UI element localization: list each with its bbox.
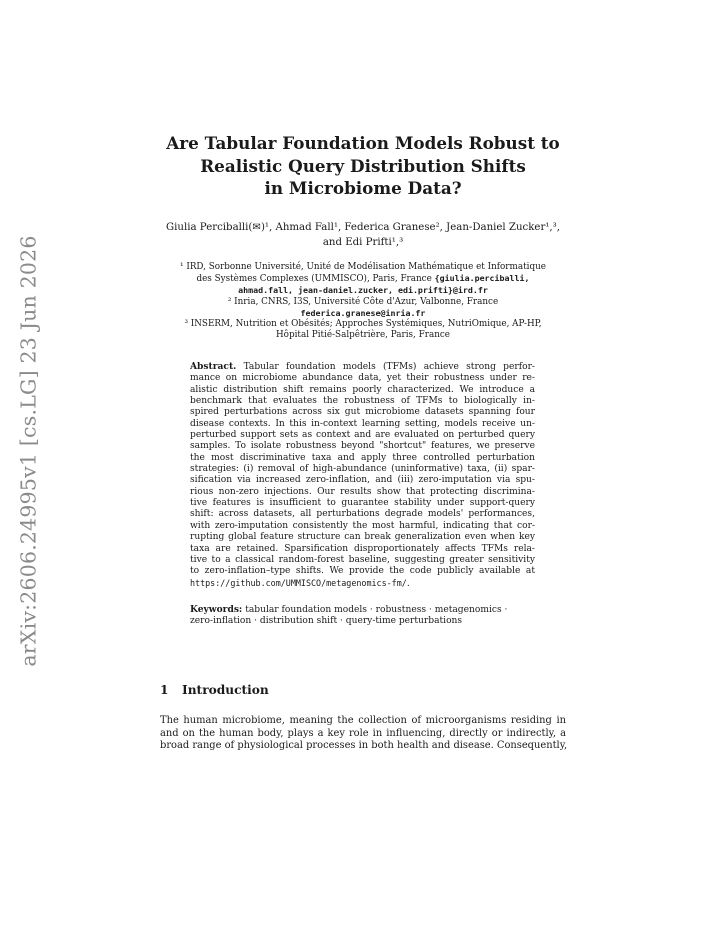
- intro-line: broad range of physiological processes in both health and disease. Consequently,: [160, 740, 568, 752]
- abstract-line: sification via increased zero-inflation, and (iii) zero-imputation via spu-: [190, 475, 535, 486]
- abstract-line: benchmark that evaluates the robustness of TFMs to biologically in-: [190, 396, 535, 407]
- abstract-line: disease contexts. In this in-context learning setting, models receive un-: [190, 418, 535, 429]
- author-email-3[interactable]: federica.granese@inria.fr: [300, 307, 426, 318]
- arxiv-id[interactable]: arXiv:2606.24995v1 [cs.LG] 23 Jun 2026: [17, 235, 42, 667]
- abstract-line: tive features is insufficient to guarantee stability under support-query: [190, 498, 535, 509]
- abstract-line: alistic distribution shift remains poorly characterized. We introduce a: [190, 384, 535, 395]
- abstract-line-last: https://github.com/UMMISCO/metagenomics-fm/.: [190, 577, 410, 589]
- abstract-line: mance on microbiome abundance data, yet their robustness under re-: [190, 373, 535, 384]
- abstract: [190, 361, 535, 590]
- abstract-line: taxa are retained. Sparsification disproportionately affects TFMs rela-: [190, 543, 535, 554]
- abstract-line: perturbed support sets as context and are evaluated on perturbed query: [190, 430, 535, 441]
- affiliation-3-line-2: Hôpital Pitié-Salpêtrière, Paris, France: [276, 330, 450, 341]
- abstract-label: Abstract.: [190, 361, 237, 372]
- intro-paragraph: [160, 715, 566, 753]
- author-email-1[interactable]: {giulia.perciballi,: [434, 273, 530, 284]
- section-title: Introduction: [182, 683, 269, 697]
- authors-line-1: Giulia Perciballi(✉)¹, Ahmad Fall¹, Federica Granese², Jean-Daniel Zucker¹,³,: [166, 222, 560, 233]
- affiliations: [160, 262, 566, 341]
- abstract-line-1: Abstract. Tabular foundation models (TFMs) achieve strong perfor-: [190, 361, 535, 372]
- abstract-line: with zero-imputation consistently the most harmful, indicating that cor-: [190, 520, 535, 531]
- intro-line: and on the human body, plays a key role in influencing, directly or indirectly, a: [160, 727, 566, 739]
- abstract-line: rious non-zero injections. Our results show that protecting discrimina-: [190, 486, 535, 497]
- abstract-line: strategies: (i) removal of high-abundance (uninformative) taxa, (ii) spar-: [190, 464, 535, 475]
- affiliation-3-line-1: ³ INSERM, Nutrition et Obésités; Approches Systémiques, NutriOmique, AP-HP,: [184, 319, 542, 330]
- title-line-1: Are Tabular Foundation Models Robust to: [166, 133, 560, 153]
- keywords-label: Keywords:: [190, 604, 243, 615]
- abstract-line: samples. To isolate robustness beyond "shortcut" features, we preserve: [190, 441, 535, 452]
- code-url-link[interactable]: https://github.com/UMMISCO/metagenomics-fm/: [190, 577, 407, 588]
- abstract-line: to zero-inflation–type shifts. We provide the code publicly available at: [190, 566, 535, 577]
- author-email-2[interactable]: ahmad.fall, jean-daniel.zucker, edi.prifti}@ird.fr: [238, 285, 488, 296]
- section-number: 1: [160, 683, 169, 697]
- abstract-line: tive to a classical random-forest baseline, suggesting greater sensitivity: [190, 554, 535, 565]
- keywords-line-2: zero-inflation · distribution shift · query-time perturbations: [190, 616, 463, 627]
- title-line-2: Realistic Query Distribution Shifts: [200, 155, 526, 176]
- affiliation-2-line-1: ² Inria, CNRS, I3S, Université Côte d'Azur, Valbonne, France: [227, 296, 499, 307]
- keywords: [190, 604, 535, 628]
- abstract-line: the most discriminative taxa and apply three controlled perturbation: [190, 452, 535, 463]
- keywords-line-1: Keywords: tabular foundation models · robustness · metagenomics ·: [190, 604, 508, 615]
- abstract-line: shift: across datasets, all perturbations degrade models' performances,: [190, 509, 535, 520]
- affiliation-1-text: des Systèmes Complexes (UMMISCO), Paris, France: [196, 274, 435, 285]
- author-list: [160, 220, 566, 250]
- abstract-line: rupting global feature structure can break generalization even when key: [190, 532, 535, 543]
- arxiv-stamp: [12, 235, 46, 667]
- affiliation-1-line-1: ¹ IRD, Sorbonne Université, Unité de Modélisation Mathématique et Informatique: [180, 262, 546, 272]
- abstract-line: spired perturbations across six gut microbiome datasets spanning four: [190, 407, 535, 418]
- intro-line: The human microbiome, meaning the collection of microorganisms residing in: [160, 715, 566, 726]
- affiliation-1-line-2: [160, 273, 566, 285]
- section-heading: [160, 683, 566, 697]
- paper-title: [160, 132, 566, 200]
- authors-line-2: and Edi Prifti¹,³: [322, 237, 404, 248]
- title-line-3: in Microbiome Data?: [264, 178, 462, 198]
